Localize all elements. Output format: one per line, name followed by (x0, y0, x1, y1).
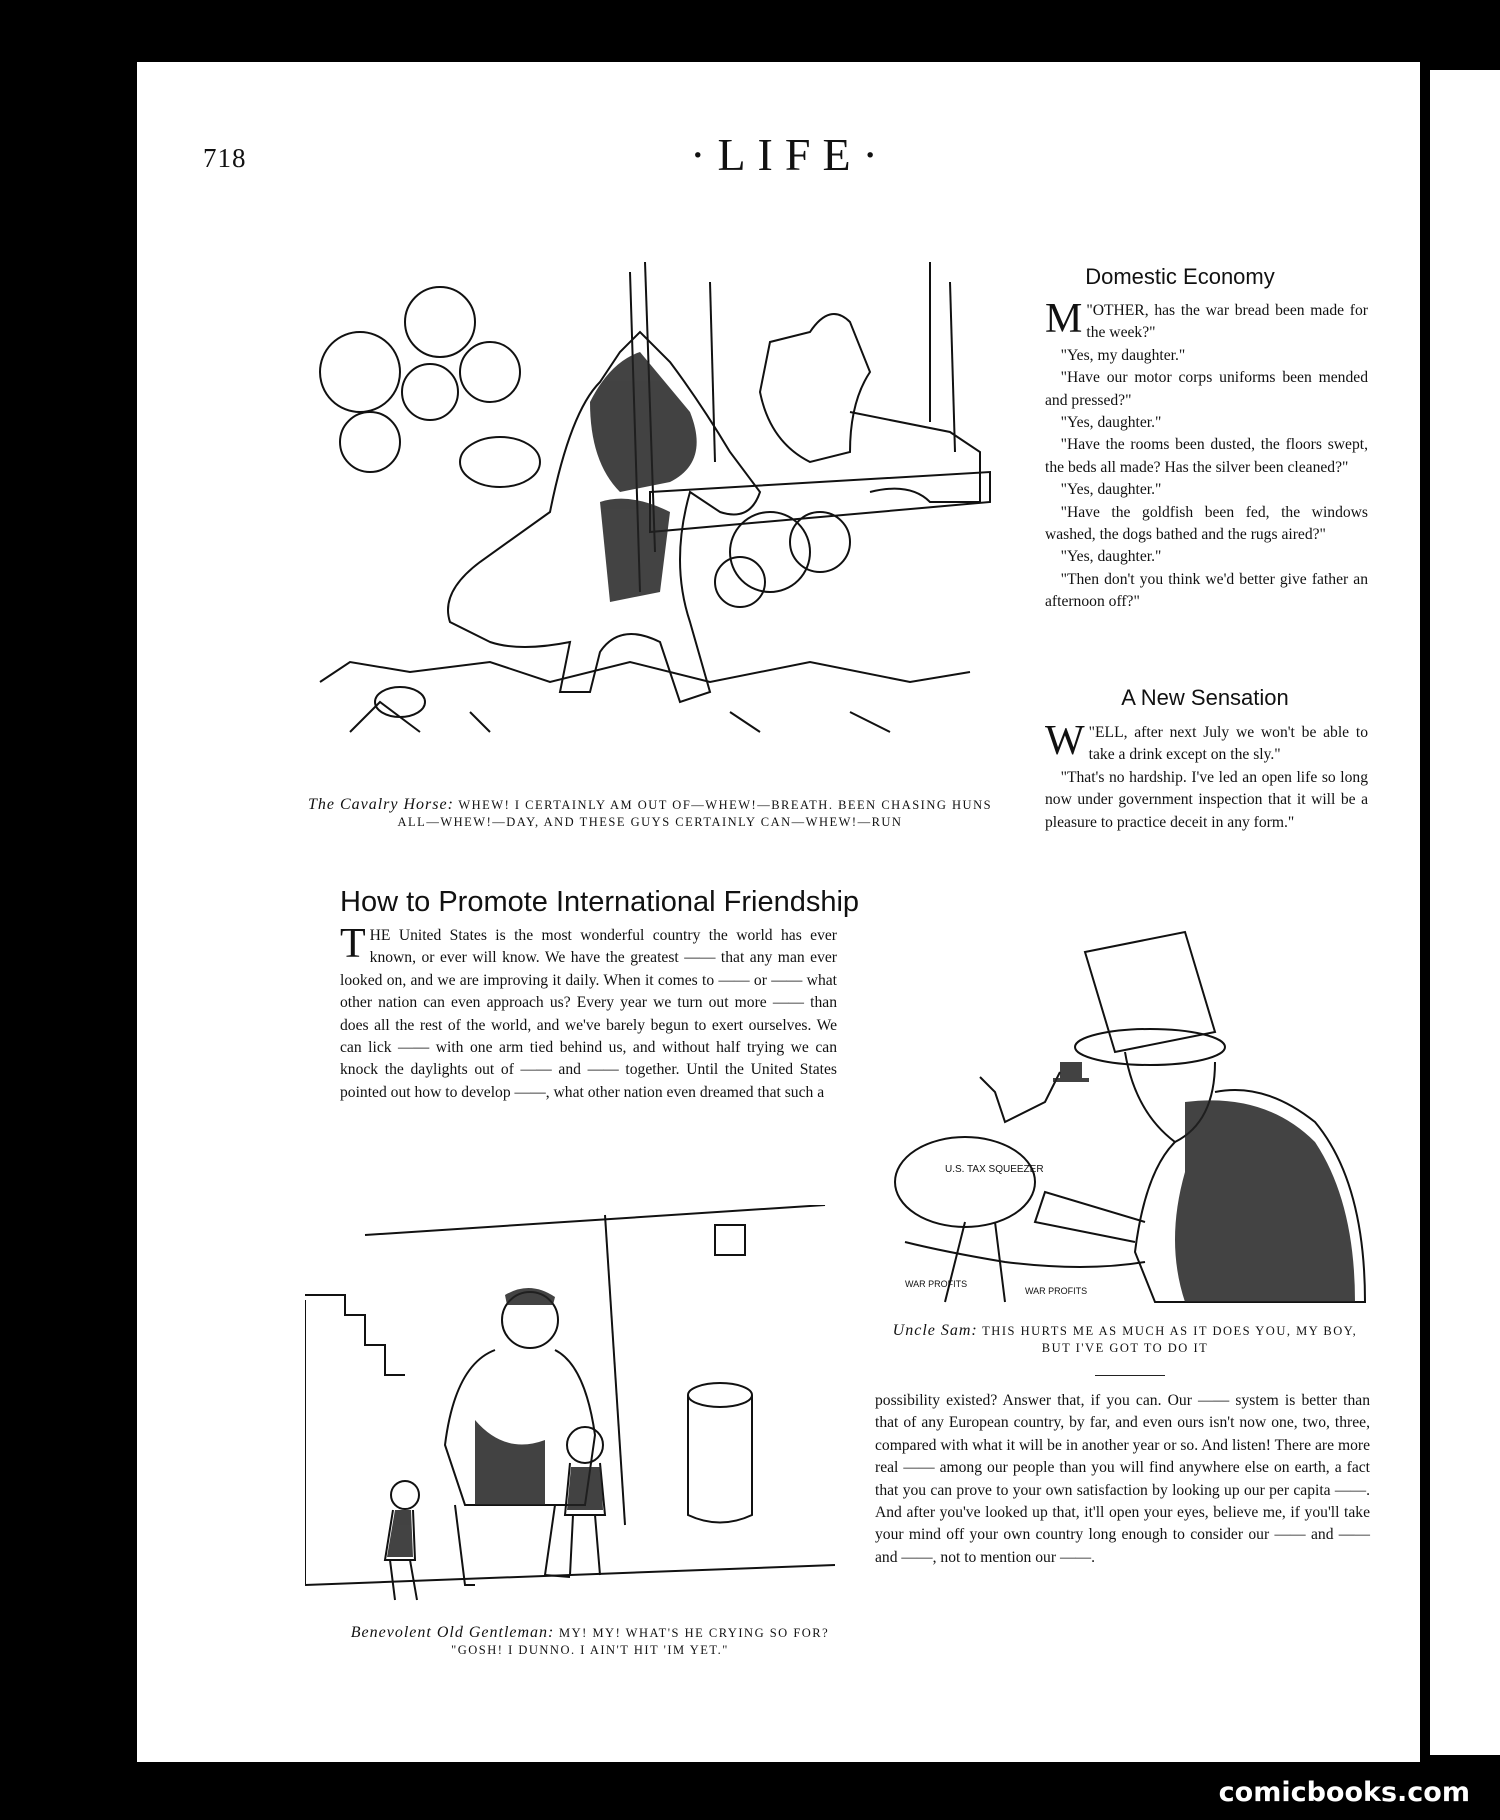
uncle-sam-caption (880, 1322, 1370, 1357)
domestic-paragraph: "Have our motor corps uniforms been mended and pressed?" (1045, 369, 1368, 409)
sensation-dropcap: W (1045, 718, 1085, 764)
cavalry-horse-illustration (290, 262, 1010, 782)
domestic-open-quote: " (1086, 302, 1093, 319)
domestic-paragraph: "Have the rooms been dusted, the floors swept, the beds all made? Has the silver been cleaned?" (1045, 436, 1368, 476)
cavalry-speaker: The Cavalry Horse: (307, 796, 454, 813)
domestic-paragraph: "Then don't you think we'd better give father an afternoon off?" (1045, 570, 1368, 611)
domestic-paragraph: "Yes, daughter." (1060, 548, 1162, 566)
gentleman-drawing (305, 1205, 835, 1605)
uncle-sam-drawing (885, 922, 1380, 1312)
section-divider (1095, 1375, 1165, 1376)
uncle-sam-speaker: Uncle Sam: (892, 1322, 978, 1339)
domestic-paragraph: "Yes, daughter." (1060, 481, 1162, 499)
uncle-sam-illustration (885, 922, 1380, 1312)
friendship-dropcap: T (340, 921, 366, 967)
friendship-paragraph: possibility existed? Answer that, if you can. Our —— system is better than that of any European country, by far, and even ours isn't now one, two, three, compared with what it will be in another year or so. And listen! There are more real —— among our people than you will find anywhere else on earth, a fact that you can prove to your own satisfaction by looking up our per capita ——. And after you've looked up that, it'll open your eyes, believe me, if you'll take your mind off your own country long enough to consider our —— and —— and ——, not to mention our ——. (875, 1392, 1370, 1566)
cavalry-caption (305, 796, 995, 831)
domestic-paragraph: "Yes, daughter." (1060, 414, 1162, 432)
watermark-logo: comicbooks.com (1218, 1777, 1470, 1808)
domestic-economy-heading: Domestic Economy (1085, 264, 1275, 289)
new-sensation-column (1045, 718, 1368, 834)
friendship-heading: How to Promote International Friendship (340, 886, 860, 918)
sensation-text: ELL, after next July we won't be able to take a drink except on the sly." (1088, 724, 1368, 764)
gentleman-caption-text: MY! MY! WHAT'S HE CRYING SO FOR? (559, 1626, 830, 1640)
sensation-open-quote: " (1088, 724, 1096, 741)
cavalry-caption-text: WHEW! I CERTAINLY AM OUT OF—WHEW!—BREATH. BEEN CHASING HUNS ALL—WHEW!—DAY, AND THESE GUYS CERTAINLY CAN—WHEW!—RUN (397, 798, 993, 829)
gentleman-caption (345, 1624, 835, 1659)
gentleman-illustration (305, 1205, 835, 1605)
gentleman-reply-text: "GOSH! I DUNNO. I AIN'T HIT 'IM YET." (451, 1643, 729, 1657)
domestic-line: OTHER, has the war bread been made for the week?" (1086, 302, 1368, 342)
domestic-paragraph (1045, 296, 1368, 345)
sensation-paragraph: "That's no hardship. I've led an open life so long now under government inspection that it will be a pleasure to practice deceit in any form." (1045, 768, 1368, 831)
cavalry-horse-drawing (290, 262, 1010, 782)
domestic-paragraph: "Have the goldfish been fed, the windows washed, the dogs bathed and the rugs aired?" (1045, 503, 1368, 544)
new-sensation-heading: A New Sensation (1121, 685, 1289, 710)
war-profits-left: WAR PROFITS (905, 1279, 968, 1289)
friendship-paragraph (340, 921, 837, 1104)
war-profits-right: WAR PROFITS (1025, 1286, 1088, 1296)
friendship-column-part2 (875, 1390, 1370, 1569)
friendship-text-part1: HE United States is the most wonderful country the world has ever known, or ever will know. We have the greatest —— that any man ever looked on, and we are improving it daily. When it comes to —— or —— what other nation can even approach us? Every year we turn out more —— than does all the rest of the world, and we've barely begun to exert ourselves. We can lick —— with one arm tied behind us, and without half trying we can knock the daylights out of —— and —— together. Until the United States pointed out how to develop ——, what other nation even dreamed that such a (340, 927, 837, 1101)
masthead-title: ·LIFE· (690, 129, 890, 180)
domestic-economy-column (1045, 296, 1368, 614)
tax-squeezer-label: U.S. TAX SQUEEZER (945, 1164, 1044, 1175)
binding-gutter (1420, 60, 1430, 1765)
sensation-paragraph (1045, 718, 1368, 767)
page-number: 718 (203, 143, 247, 173)
gentleman-speaker: Benevolent Old Gentleman: (350, 1624, 555, 1641)
friendship-column-part1 (340, 921, 837, 1104)
domestic-paragraph: "Yes, my daughter." (1060, 346, 1186, 364)
next-page-edge (1430, 70, 1500, 1755)
uncle-sam-caption-text: THIS HURTS ME AS MUCH AS IT DOES YOU, MY BOY, BUT I'VE GOT TO DO IT (982, 1324, 1358, 1355)
domestic-dropcap: M (1045, 296, 1083, 342)
